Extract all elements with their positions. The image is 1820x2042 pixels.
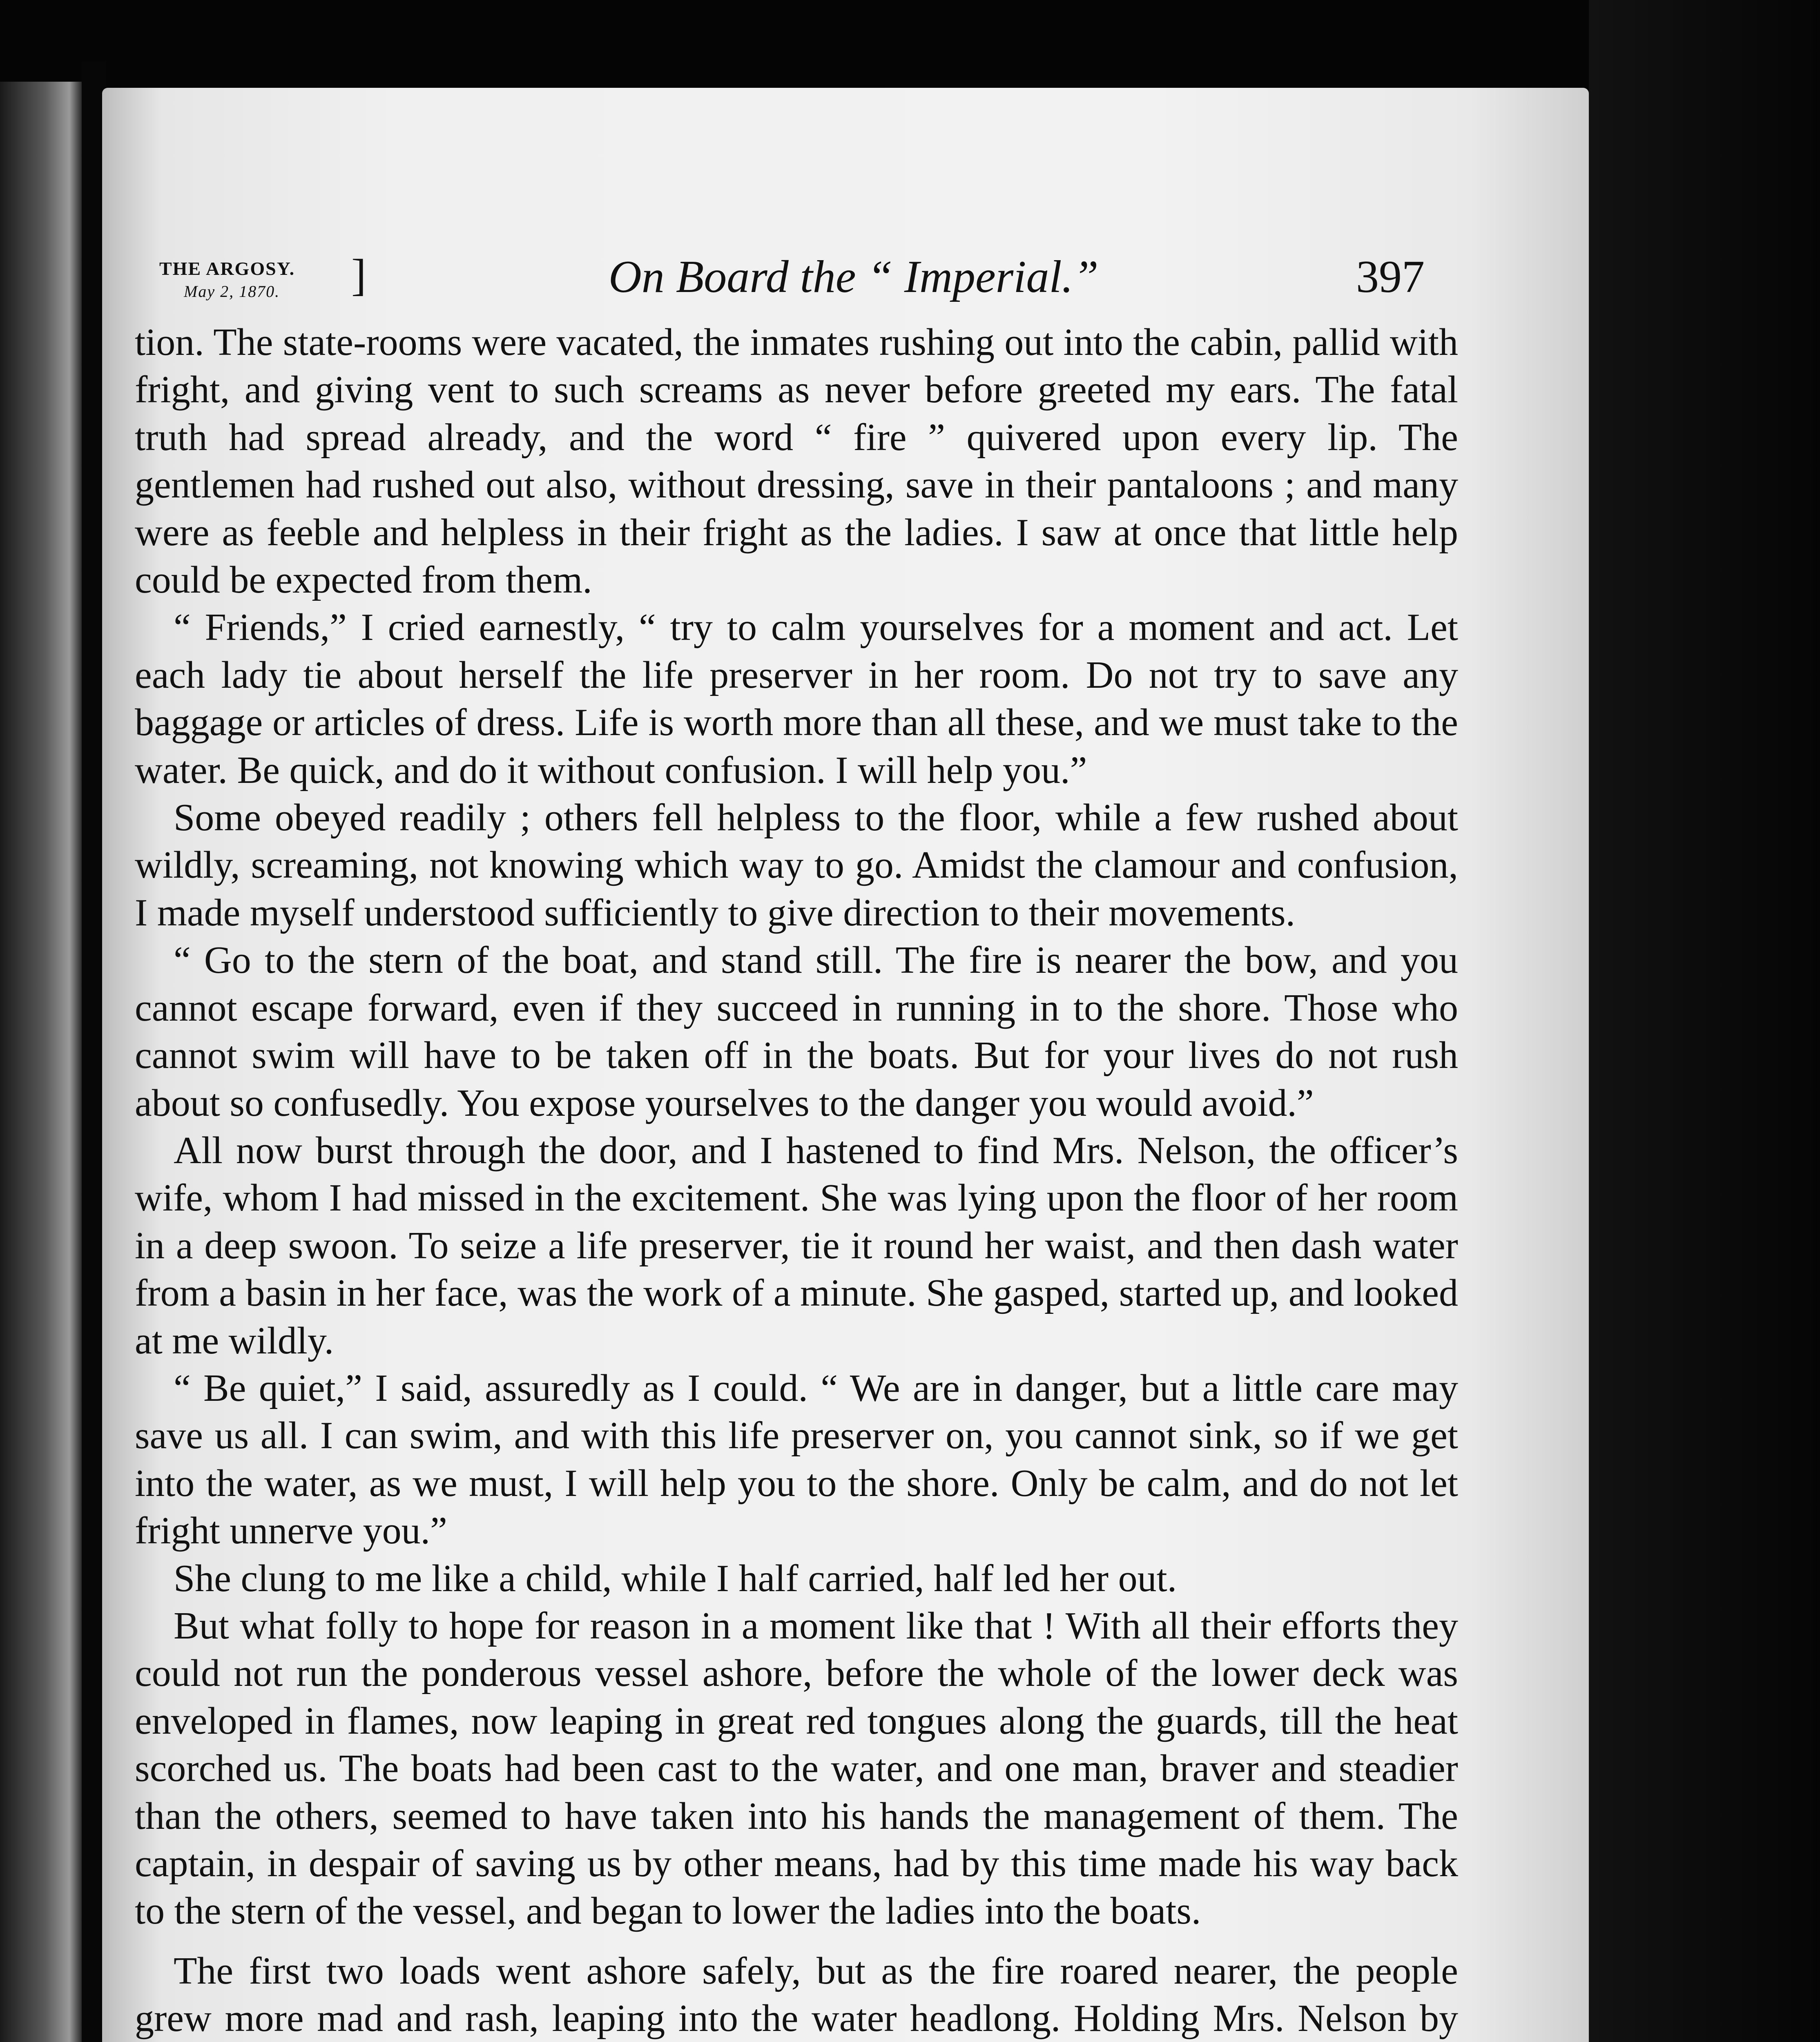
paragraph-3: Some obeyed readily ; others fell helpless to the floor, while a few rushed about wildly, screaming, not knowing which way to go. Amidst the clamour and confusion, I made myself understood sufficiently to give direction to their movements. xyxy=(135,796,1458,934)
body-text xyxy=(135,319,1458,2042)
publication-label xyxy=(159,257,295,303)
paragraph-5: All now burst through the door, and I hastened to find Mrs. Nelson, the officer’s wife, whom I had missed in the excitement. She was lying upon the floor of her room in a deep swoon. To seize a life preserver, tie it round her waist, and then dash water from a basin in her face, was the work of a minute. She gasped, started up, and looked at me wildly. xyxy=(135,1129,1458,1362)
page-number: 397 xyxy=(1356,252,1425,302)
head-bracket: ] xyxy=(351,250,366,300)
paragraph-8: But what folly to hope for reason in a moment like that ! With all their efforts they could not run the ponderous vessel ashore, before the whole of the lower deck was enveloped in flames, now leaping in great red tongues along the guards, till the heat scorched us. The boats had been cast to the water, and one man, braver and steadier than the others, seemed to have taken into his hands the management of them. The captain, in despair of saving us by other means, had by this time made his way back to the stern of the vessel, and began to lower the ladies into the boats. xyxy=(135,1604,1458,1933)
publication-date: May 2, 1870. xyxy=(184,282,280,301)
paragraph-7: She clung to me like a child, while I half carried, half led her out. xyxy=(174,1557,1177,1600)
paragraph-4: “ Go to the stern of the boat, and stand still. The fire is nearer the bow, and you cannot escape forward, even if they succeed in running in to the shore. Those who cannot swim will have to be taken off in the boats. But for your lives do not rush about so confusedly. You expose yourselves to the danger you would avoid.” xyxy=(135,939,1458,1124)
previous-page-edge xyxy=(0,82,82,2042)
paragraph-2: “ Friends,” I cried earnestly, “ try to calm yourselves for a moment and act. Let each lady tie about herself the life preserver in her room. Do not try to save any baggage or articles of dress. Life is worth more than all these, and we must take to the water. Be quick, and do it without confusion. I will help you.” xyxy=(135,606,1458,791)
publication-name: THE ARGOSY. xyxy=(159,258,295,279)
dark-background xyxy=(1589,0,1820,2042)
running-head xyxy=(159,159,1450,302)
paragraph-6: “ Be quiet,” I said, assuredly as I could. “ We are in danger, but a little care may save us all. I can swim, and with this life preserver on, you cannot sink, so if we get into the water, as we must, I will help you to the shore. Only be calm, and do not let fright unnerve you.” xyxy=(135,1367,1458,1552)
paragraph-1: tion. The state-rooms were vacated, the inmates rushing out into the cabin, pallid with fright, and giving vent to such screams as never before greeted my ears. The fatal truth had spread already, and the word “ fire ” quivered upon every lip. The gentlemen had rushed out also, without dressing, save in their pantaloons ; and many were as feeble and helpless in their fright as the ladies. I saw at once that little help could be expected from them. xyxy=(135,321,1458,602)
paragraph-9: The first two loads went ashore safely, but as the fire roared nearer, the people grew more mad and rash, leaping into the water headlong. Holding Mrs. Nelson by xyxy=(135,1949,1458,2040)
chapter-title: On Board the “ Imperial.” xyxy=(609,252,1099,302)
